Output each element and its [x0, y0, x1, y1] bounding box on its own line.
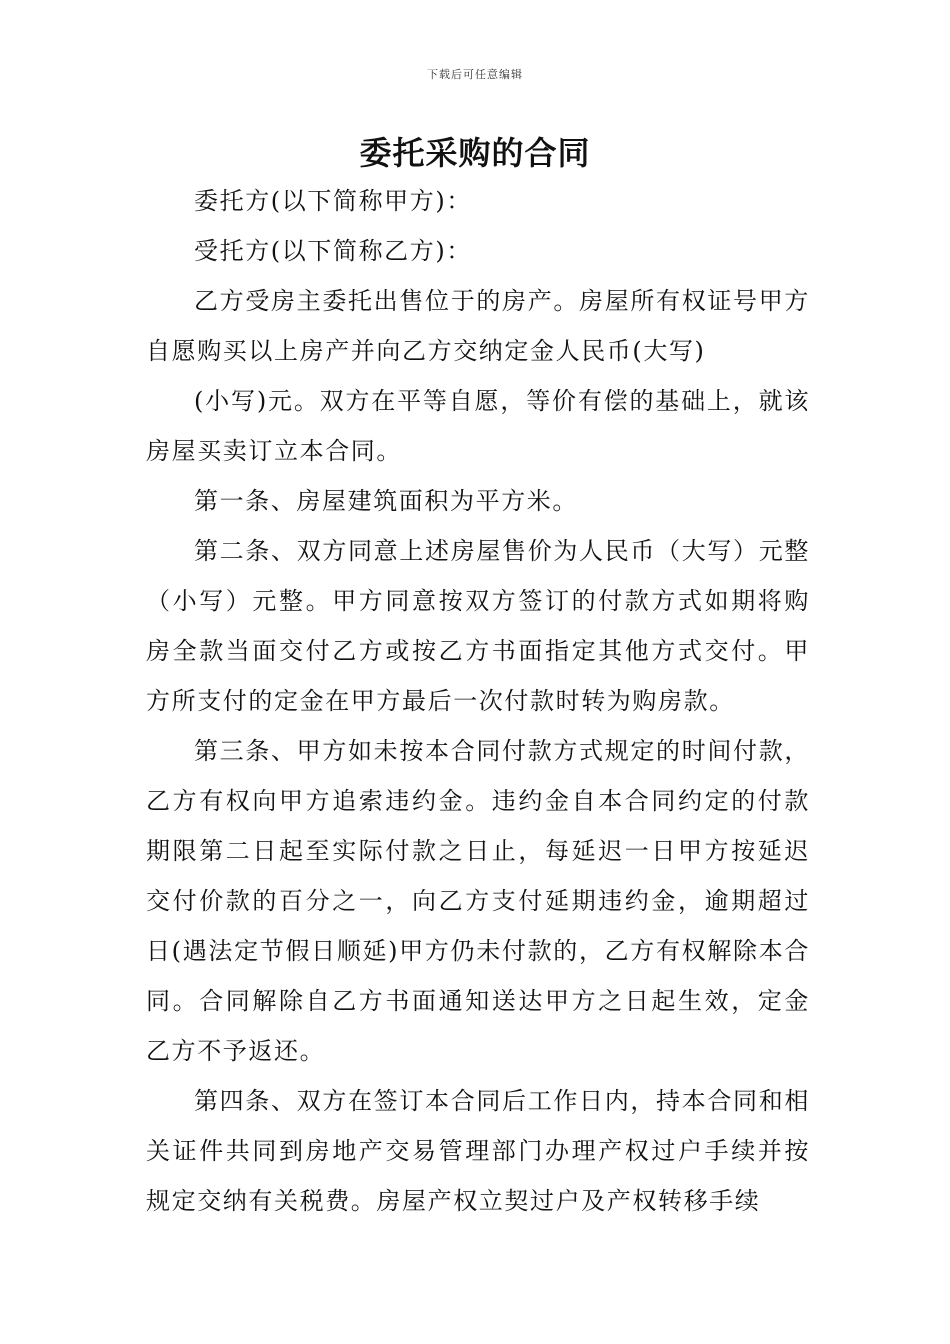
paragraph-intro-cont: (小写)元。双方在平等自愿，等价有偿的基础上，就该房屋买卖订立本合同。 [146, 387, 810, 465]
paragraph-article-2: 第二条、双方同意上述房屋售价为人民币（大写）元整（小写）元整。甲方同意按双方签订的付款方式如期将购房全款当面交付乙方或按乙方书面指定其他方式交付。甲方所支付的定金在甲方最后一次付款时转为购房款。 [146, 537, 810, 715]
document-title: 委托采购的合同 [359, 134, 591, 172]
paragraph-intro: 乙方受房主委托出售位于的房产。房屋所有权证号甲方自愿购买以上房产并向乙方交纳定金人民币(大写) [146, 287, 810, 365]
paragraph-agent: 受托方(以下简称乙方)： [194, 237, 472, 265]
paragraph-article-1: 第一条、房屋建筑面积为平方米。 [194, 487, 578, 515]
document-body [146, 176, 810, 1226]
paragraph-article-4: 第四条、双方在签订本合同后工作日内，持本合同和相关证件共同到房地产交易管理部门办理产权过户手续并按规定交纳有关税费。房屋产权立契过户及产权转移手续 [146, 1087, 810, 1215]
header-note: 下载后可任意编辑 [427, 68, 523, 81]
paragraph-principal: 委托方(以下简称甲方)： [194, 187, 472, 215]
paragraph-article-3: 第三条、甲方如未按本合同付款方式规定的时间付款，乙方有权向甲方追索违约金。违约金自本合同约定的付款期限第二日起至实际付款之日止，每延迟一日甲方按延迟交付价款的百分之一，向乙方支付延期违约金，逾期超过日(遇法定节假日顺延)甲方仍未付款的，乙方有权解除本合同。合同解除自乙方书面通知送达甲方之日起生效，定金乙方不予返还。 [146, 737, 810, 1065]
